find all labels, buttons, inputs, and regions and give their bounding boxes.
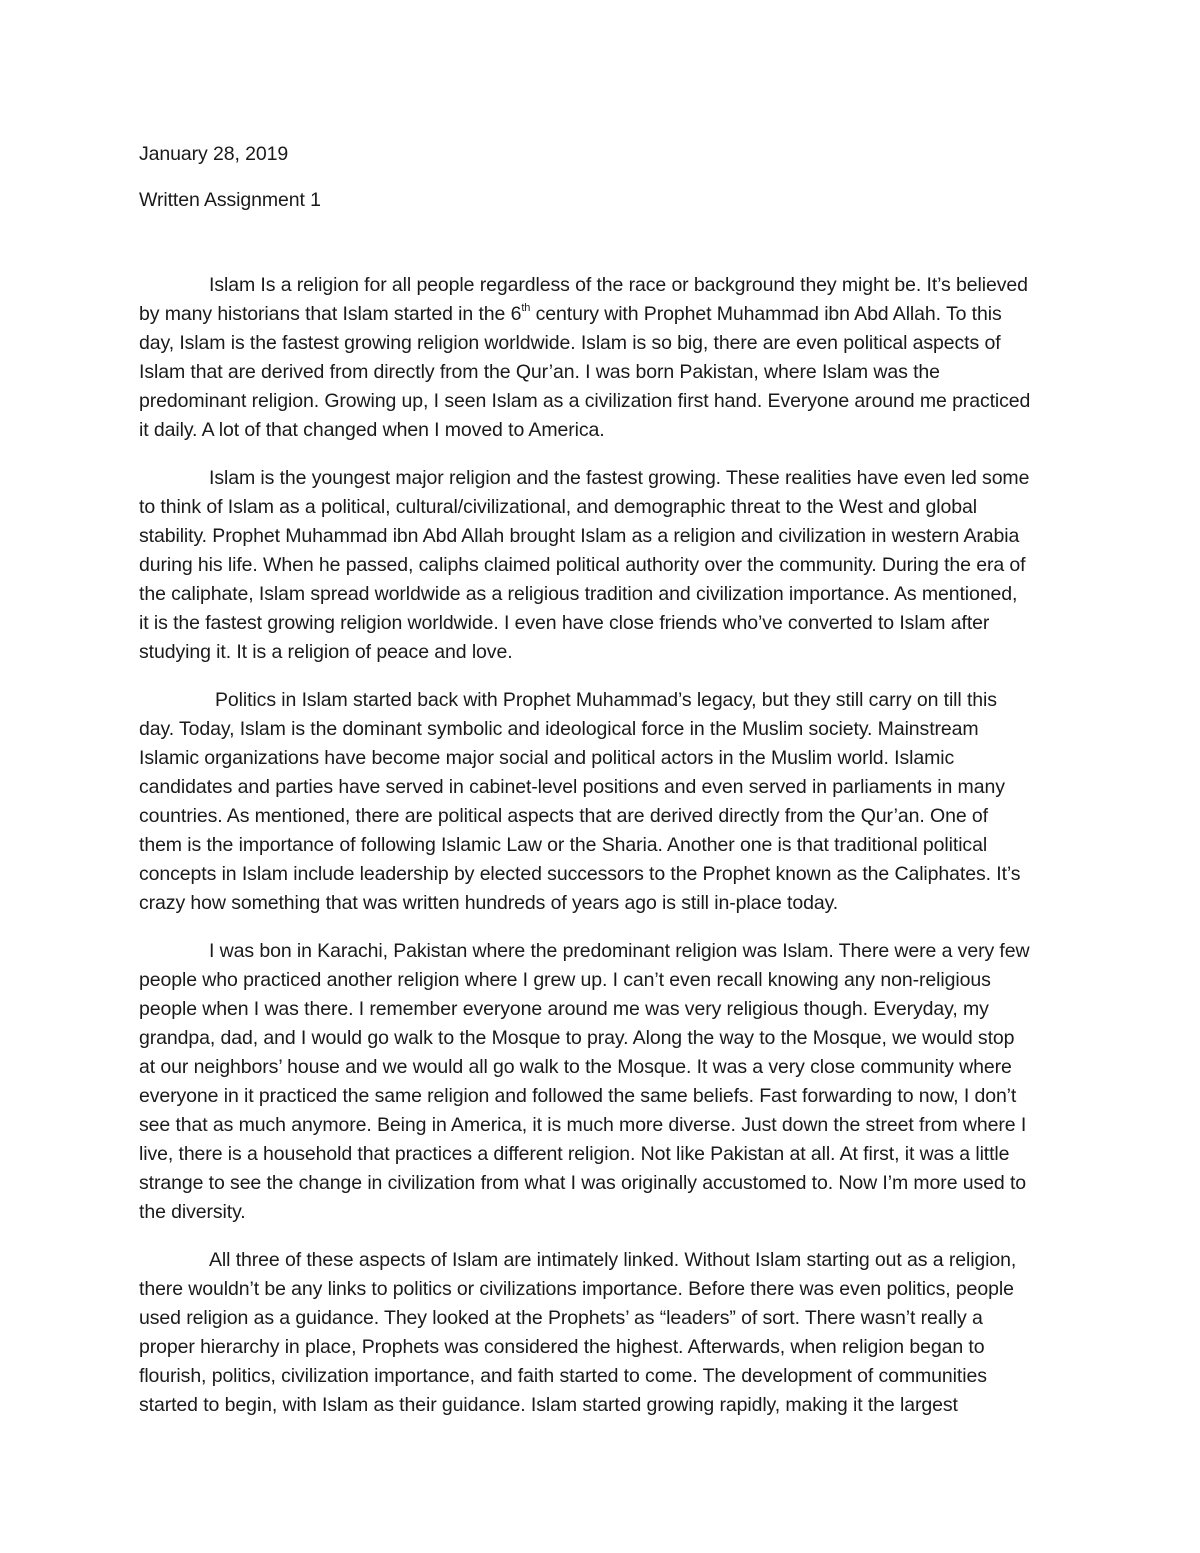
text-line: concepts in Islam include leadership by elected successors to the Prophet known as the Caliphates. It’s [139,863,1021,885]
text-line: Politics in Islam started back with Prophet Muhammad’s legacy, but they still carry on till this [215,689,997,711]
ordinal-superscript: th [521,302,531,314]
text-line: the caliphate, Islam spread worldwide as a religious tradition and civilization importance. As mentioned, [139,583,1018,605]
text-line: live, there is a household that practices a different religion. Not like Pakistan at all. At first, it was a little [139,1143,1010,1165]
text-segment: by many historians that Islam started in the 6 [139,303,522,325]
text-line: them is the importance of following Islamic Law or the Sharia. Another one is that traditional political [139,834,988,856]
text-line: to think of Islam as a political, cultural/civilizational, and demographic threat to the West and global [139,496,977,518]
text-line: day, Islam is the fastest growing religion worldwide. Islam is so big, there are even political aspects of [139,332,1001,354]
text-line: candidates and parties have served in cabinet-level positions and even served in parliaments in many [139,776,1005,798]
text-segment: century with Prophet Muhammad ibn Abd Allah. To this [530,303,1002,325]
text-line: countries. As mentioned, there are political aspects that are derived directly from the Qur’an. One of [139,805,988,827]
text-line: Islam is the youngest major religion and the fastest growing. These realities have even led some [209,467,1030,489]
text-line: there wouldn’t be any links to politics or civilizations importance. Before there was even politics, people [139,1278,1014,1300]
text-line: used religion as a guidance. They looked at the Prophets’ as “leaders” of sort. There wasn’t really a [139,1307,983,1329]
paragraph-5 [139,1246,1061,1420]
text-line: Islam that are derived from directly from the Qur’an. I was born Pakistan, where Islam was the [139,361,940,383]
text-line: strange to see the change in civilization from what I was originally accustomed to. Now I’m more used to [139,1172,1027,1194]
text-line: proper hierarchy in place, Prophets was considered the highest. Afterwards, when religion began to [139,1336,985,1358]
paragraph-2 [139,464,1061,667]
paragraph-3 [139,686,1061,918]
text-line: All three of these aspects of Islam are intimately linked. Without Islam starting out as a religion, [209,1249,1017,1271]
text-line: I was bon in Karachi, Pakistan where the predominant religion was Islam. There were a very few [209,940,1030,962]
text-line: see that as much anymore. Being in America, it is much more diverse. Just down the street from where I [139,1114,1027,1136]
text-line: people who practiced another religion where I grew up. I can’t even recall knowing any non-religious [139,969,991,991]
text-line: predominant religion. Growing up, I seen Islam as a civilization first hand. Everyone around me practiced [139,390,1031,412]
text-line: it is the fastest growing religion worldwide. I even have close friends who’ve converted to Islam after [139,612,990,634]
text-line: at our neighbors’ house and we would all go walk to the Mosque. It was a very close community where [139,1056,1012,1078]
text-line: stability. Prophet Muhammad ibn Abd Allah brought Islam as a religion and civilization in western Arabia [139,525,1020,547]
text-line: it daily. A lot of that changed when I moved to America. [139,419,605,441]
text-line: studying it. It is a religion of peace and love. [139,641,513,663]
paragraph-4 [139,937,1061,1227]
text-line: flourish, politics, civilization importance, and faith started to come. The development of communities [139,1365,987,1387]
document-title: Written Assignment 1 [139,189,321,211]
text-line: crazy how something that was written hundreds of years ago is still in-place today. [139,892,839,914]
document-date: January 28, 2019 [139,143,289,165]
text-line: the diversity. [139,1201,246,1223]
text-line: during his life. When he passed, caliphs claimed political authority over the community. During the era of [139,554,1026,576]
text-line: started to begin, with Islam as their guidance. Islam started growing rapidly, making it the largest [139,1394,958,1416]
text-line: day. Today, Islam is the dominant symbolic and ideological force in the Muslim society. Mainstream [139,718,979,740]
text-line: Islam Is a religion for all people regardless of the race or background they might be. It’s believed [209,274,1028,296]
paragraph-1 [139,271,1061,445]
text-line: grandpa, dad, and I would go walk to the Mosque to pray. Along the way to the Mosque, we would stop [139,1027,1015,1049]
text-line: Islamic organizations have become major social and political actors in the Muslim world. Islamic [139,747,955,769]
document-body [139,140,1061,1439]
text-line: people when I was there. I remember everyone around me was very religious though. Everyday, my [139,998,989,1020]
text-line [139,300,1061,329]
text-line: everyone in it practiced the same religion and followed the same beliefs. Fast forwarding to now, I don’t [139,1085,1017,1107]
